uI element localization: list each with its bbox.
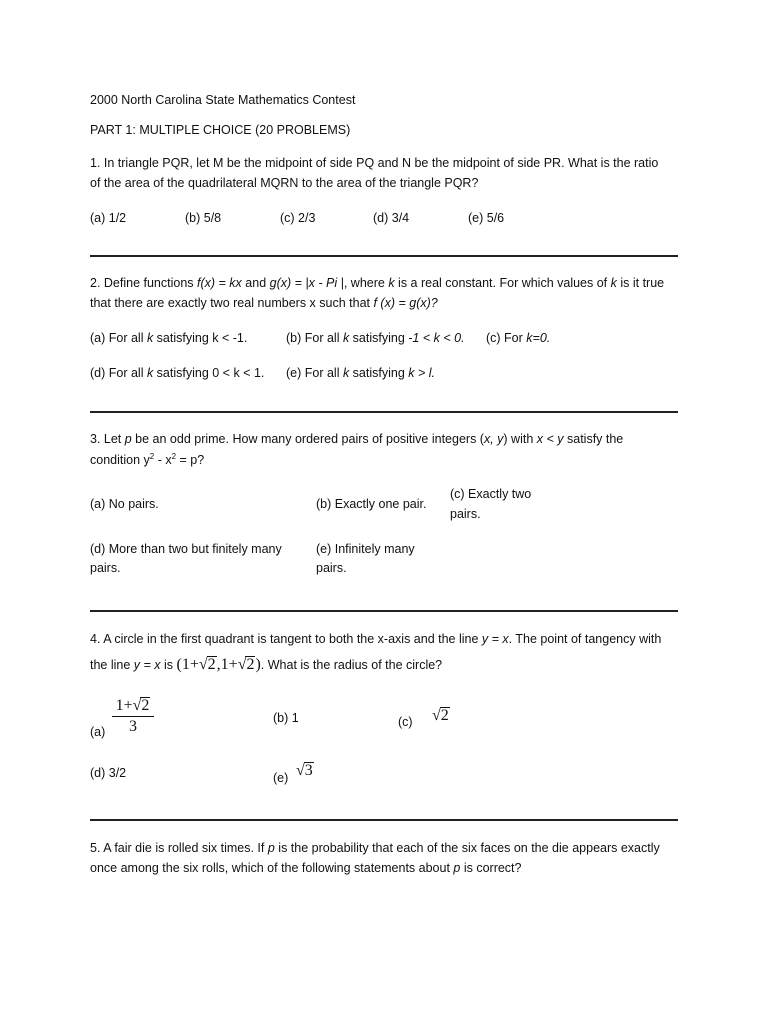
question-4-option-c-label: (c) xyxy=(398,715,413,729)
contest-title: 2000 North Carolina State Mathematics Contest xyxy=(90,93,356,107)
question-4-option-e-value: √3 xyxy=(296,762,313,779)
question-2-option-c: (c) For k=0. xyxy=(486,331,551,345)
question-4-line-1: 4. A circle in the first quadrant is tangent to both the x-axis and the line y = x. The point of tangency with xyxy=(90,632,662,646)
question-1-option-a: (a) 1/2 xyxy=(90,211,127,225)
question-4-option-d: (d) 3/2 xyxy=(90,766,127,780)
question-2-option-b: (b) For all k satisfying -1 < k < 0. xyxy=(286,331,465,345)
question-3-option-b: (b) Exactly one pair. xyxy=(316,497,427,511)
question-4-option-c-value: √2 xyxy=(432,707,449,724)
question-4-option-b: (b) 1 xyxy=(273,711,299,725)
divider-2 xyxy=(90,411,678,413)
question-2-option-a: (a) For all k satisfying k < -1. xyxy=(90,331,248,345)
question-3-line-2: condition $y^2 - x^2 = p$? xyxy=(90,452,205,467)
question-3-line-1: 3. Let p be an odd prime. How many ordered pairs of positive integers (x, y) with x < y satisfy the xyxy=(90,432,624,446)
divider-1 xyxy=(90,255,678,257)
question-3-option-c-line-2: pairs. xyxy=(450,507,481,521)
question-5-line-2: once among the six rolls, which of the following statements about p is correct? xyxy=(90,861,522,875)
question-3-option-c-line-1: (c) Exactly two xyxy=(450,487,532,501)
question-3-option-d-line-2: pairs. xyxy=(90,561,121,575)
question-3-option-e-line-1: (e) Infinitely many xyxy=(316,542,415,556)
question-4-option-e-label: (e) xyxy=(273,771,289,785)
question-3-option-e-line-2: pairs. xyxy=(316,561,347,575)
divider-3 xyxy=(90,610,678,612)
divider-4 xyxy=(90,819,678,821)
question-4-option-a-fraction: $\frac{1+√2}{3}$ xyxy=(112,697,154,736)
part-title: PART 1: MULTIPLE CHOICE (20 PROBLEMS) xyxy=(90,123,351,137)
question-1-line-2: of the area of the quadrilateral MQRN to the area of the triangle PQR? xyxy=(90,176,479,190)
question-2-line-2: that there are exactly two real numbers x such that f (x) = g(x)? xyxy=(90,296,438,310)
question-3-option-d-line-1: (d) More than two but finitely many xyxy=(90,542,282,556)
question-2-line-1: 2. Define functions f(x) = kx and g(x) = |x - Pi |, where k is a real constant. For which values of k is it true xyxy=(90,276,665,290)
question-3-option-a: (a) No pairs. xyxy=(90,497,159,511)
question-2-option-d: (d) For all k satisfying 0 < k < 1. xyxy=(90,366,265,380)
question-1-line-1: 1. In triangle PQR, let M be the midpoint of side PQ and N be the midpoint of side PR. What is the ratio xyxy=(90,156,659,170)
question-1-option-b: (b) 5/8 xyxy=(185,211,222,225)
question-1-option-e: (e) 5/6 xyxy=(468,211,505,225)
question-2-option-e: (e) For all k satisfying k > l. xyxy=(286,366,436,380)
question-4-line-2: the line y = x is (1+√2,1+√2). What is the radius of the circle? xyxy=(90,656,443,673)
question-1-option-d: (d) 3/4 xyxy=(373,211,410,225)
question-1-option-c: (c) 2/3 xyxy=(280,211,316,225)
question-4-option-a-label: (a) xyxy=(90,725,106,739)
tangency-point-expression: (1+√2,1+√2) xyxy=(176,656,261,673)
question-5-line-1: 5. A fair die is rolled six times. If p is the probability that each of the six faces on the die appears exactly xyxy=(90,841,660,855)
